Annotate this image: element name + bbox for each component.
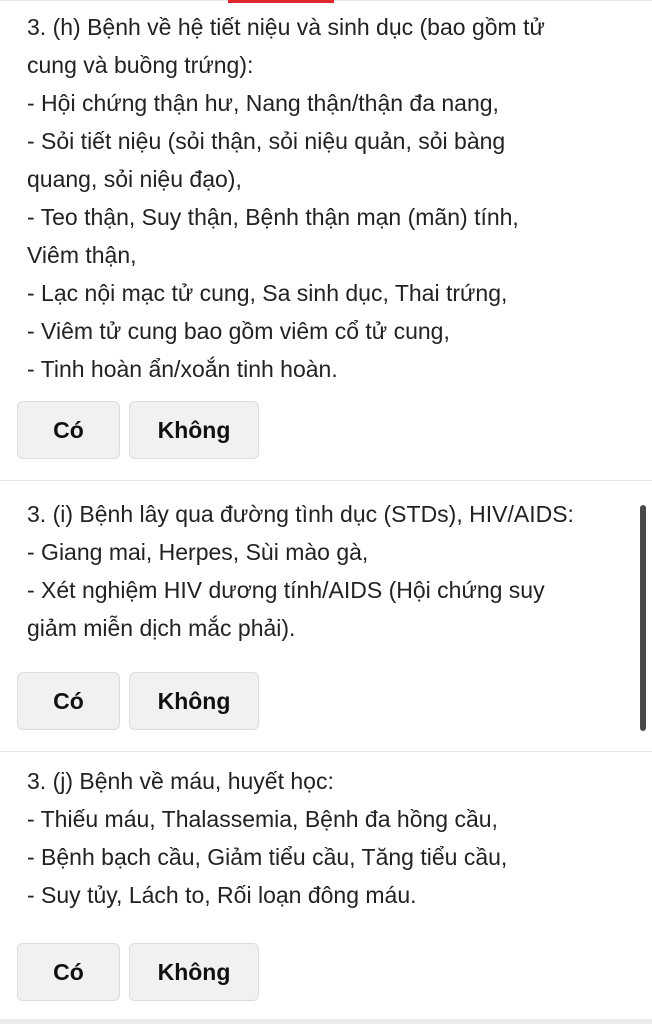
question-i-line: - Xét nghiệm HIV dương tính/AIDS (Hội chứng suy bbox=[27, 577, 545, 603]
scrollbar-thumb[interactable] bbox=[640, 505, 646, 731]
section-divider bbox=[0, 751, 652, 752]
question-i-line: 3. (i) Bệnh lây qua đường tình dục (STDs), HIV/AIDS: bbox=[27, 501, 574, 527]
progress-accent-bar bbox=[228, 0, 334, 3]
question-j-text bbox=[27, 762, 637, 914]
question-h-line: - Hội chứng thận hư, Nang thận/thận đa nang, bbox=[27, 90, 499, 116]
question-j-line: - Suy tủy, Lách to, Rối loạn đông máu. bbox=[27, 882, 417, 908]
question-i-yes-button[interactable]: Có bbox=[17, 672, 120, 730]
question-j-line: - Bệnh bạch cầu, Giảm tiểu cầu, Tăng tiểu cầu, bbox=[27, 844, 508, 870]
question-h-line: Viêm thận, bbox=[27, 242, 137, 268]
question-i-line: giảm miễn dịch mắc phải). bbox=[27, 615, 296, 641]
question-h-no-button[interactable]: Không bbox=[129, 401, 259, 459]
question-i-text bbox=[27, 495, 637, 647]
question-h-yes-button[interactable]: Có bbox=[17, 401, 120, 459]
question-h-line: - Tinh hoàn ẩn/xoắn tinh hoàn. bbox=[27, 356, 338, 382]
question-i-no-button[interactable]: Không bbox=[129, 672, 259, 730]
question-h-line: cung và buồng trứng): bbox=[27, 52, 254, 78]
section-divider bbox=[0, 480, 652, 481]
question-h-line: quang, sỏi niệu đạo), bbox=[27, 166, 242, 192]
question-h-line: - Sỏi tiết niệu (sỏi thận, sỏi niệu quản, sỏi bàng bbox=[27, 128, 506, 154]
question-j-line: 3. (j) Bệnh về máu, huyết học: bbox=[27, 768, 334, 794]
question-j-no-button[interactable]: Không bbox=[129, 943, 259, 1001]
question-i-line: - Giang mai, Herpes, Sùi mào gà, bbox=[27, 539, 369, 565]
question-j-line: - Thiếu máu, Thalassemia, Bệnh đa hồng cầu, bbox=[27, 806, 498, 832]
bottom-border bbox=[0, 1019, 652, 1024]
question-h-line: - Lạc nội mạc tử cung, Sa sinh dục, Thai trứng, bbox=[27, 280, 508, 306]
question-h-text bbox=[27, 8, 637, 388]
question-j-yes-button[interactable]: Có bbox=[17, 943, 120, 1001]
question-h-line: - Teo thận, Suy thận, Bệnh thận mạn (mãn) tính, bbox=[27, 204, 519, 230]
question-h-line: 3. (h) Bệnh về hệ tiết niệu và sinh dục (bao gồm tử bbox=[27, 14, 545, 40]
question-h-line: - Viêm tử cung bao gồm viêm cổ tử cung, bbox=[27, 318, 450, 344]
